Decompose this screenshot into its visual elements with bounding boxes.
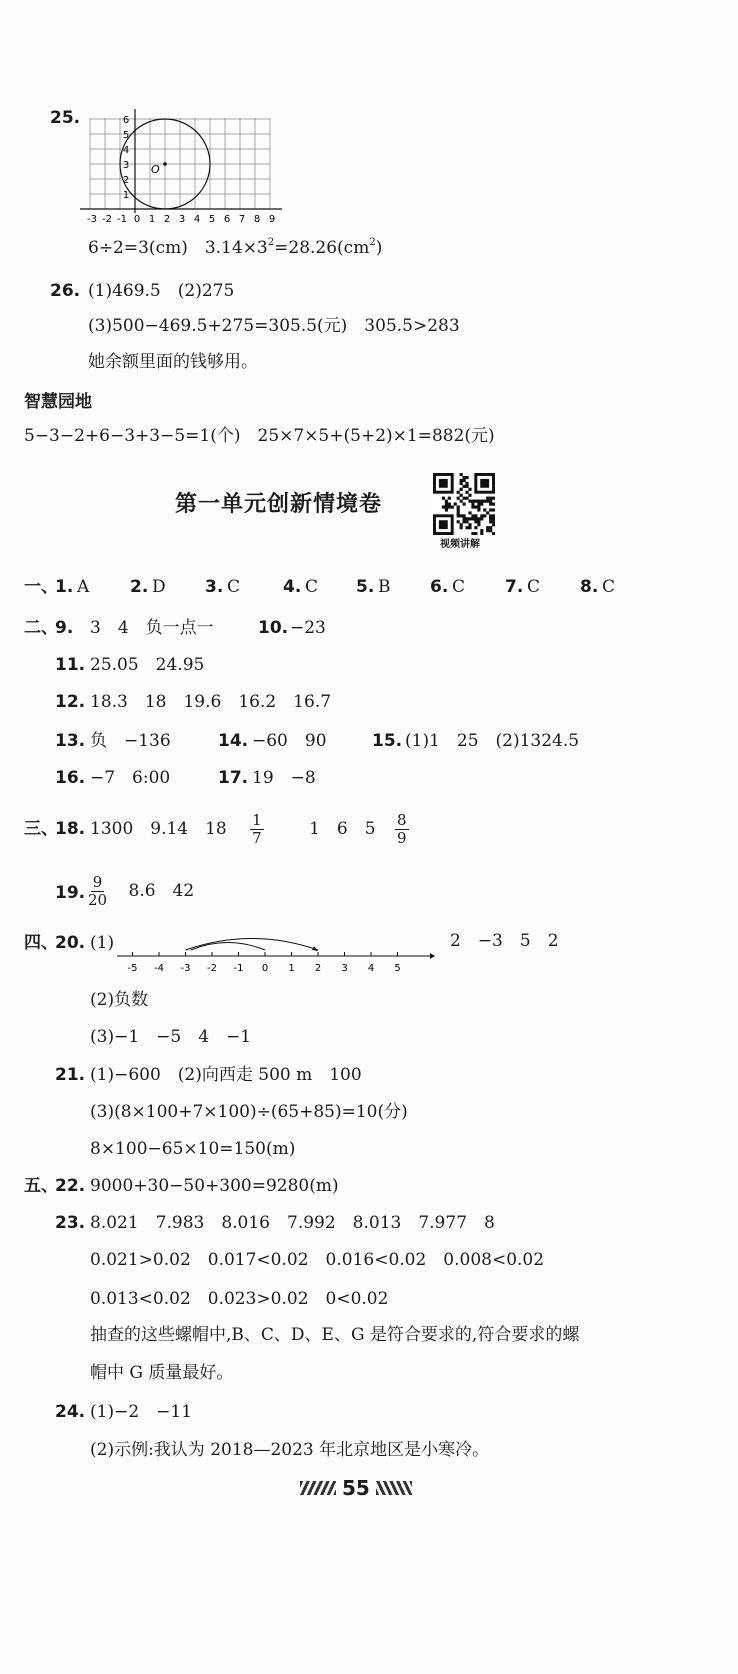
q26-line-3: 她余额里面的钱够用。 (88, 352, 258, 372)
q1-answer: A (77, 577, 90, 597)
q21-line-1: (1)−600 (2)向西走 500 m 100 (90, 1065, 362, 1085)
q19-number: 19. (55, 883, 86, 903)
q13-number: 13. (55, 731, 86, 751)
q25-line: 6÷2=3(cm) $3.14\times 3^2=28.26(cm^2)$ (88, 237, 383, 258)
q24-line-2: (2)示例:我认为 2018—2023 年北京地区是小寒冷。 (90, 1440, 490, 1460)
q22-answer: 9000+30−50+300=9280(m) (90, 1176, 339, 1196)
y-tick-label: 6 (122, 115, 130, 126)
x-tick-label: -3 (87, 214, 97, 225)
x-tick-label: 8 (253, 214, 261, 225)
q4-number: 4. (283, 577, 302, 597)
x-tick-label: 1 (148, 214, 156, 225)
q7-answer: C (527, 577, 541, 597)
q11-answer: 25.05 24.95 (90, 655, 205, 675)
q23-line-4: 抽查的这些螺帽中,B、C、D、E、G 是符合要求的,符合要求的螺 (90, 1325, 580, 1345)
section-yi-label: 一、 (24, 577, 58, 597)
x-tick-label: 0 (133, 214, 141, 225)
y-tick-label: 5 (122, 130, 130, 141)
zhihui-title: 智慧园地 (24, 392, 92, 412)
q22-number: 22. (55, 1176, 86, 1196)
q16-answer: −7 6:00 (90, 768, 171, 788)
q1-number: 1. (55, 577, 74, 597)
x-tick-label: 3 (178, 214, 186, 225)
section-si-label: 四、 (24, 933, 58, 953)
y-tick-label: 4 (122, 145, 130, 156)
footer-right-stripes-icon (376, 1481, 412, 1495)
x-tick-label: 6 (223, 214, 231, 225)
q14-answer: −60 90 (252, 731, 327, 751)
q13-answer: 负 −136 (90, 731, 171, 751)
qr-caption: 视频讲解 (440, 539, 480, 550)
section-title: 第一单元创新情境卷 (175, 492, 383, 517)
q12-number: 12. (55, 692, 86, 712)
q25-number: 25. (50, 108, 81, 128)
number-line (115, 925, 435, 977)
page-number: 55 (342, 1476, 370, 1500)
q2-answer: D (152, 577, 166, 597)
q23-line-2: 0.021>0.02 0.017<0.02 0.016<0.02 0.008<0.02 (90, 1250, 545, 1270)
x-tick-label: 5 (208, 214, 216, 225)
footer-left-stripes-icon (300, 1481, 336, 1495)
section-san-label: 三、 (24, 819, 58, 839)
y-tick-label: 2 (122, 175, 130, 186)
q23-line-3: 0.013<0.02 0.023>0.02 0<0.02 (90, 1289, 389, 1309)
number-line-tick: -1 (233, 963, 244, 974)
q8-number: 8. (580, 577, 599, 597)
number-line-tick: 1 (288, 963, 295, 974)
q20-part3: (3)−1 −5 4 −1 (90, 1027, 252, 1047)
q19-answer: $\frac{9}{20}$ 8.6 42 (88, 872, 195, 909)
q21-number: 21. (55, 1065, 86, 1085)
q6-number: 6. (430, 577, 449, 597)
q23-number: 23. (55, 1213, 86, 1233)
number-line-tick: 4 (367, 963, 375, 974)
q12-answer: 18.3 18 19.6 16.2 16.7 (90, 692, 332, 712)
q16-number: 16. (55, 768, 86, 788)
qr-code-icon[interactable] (433, 473, 495, 535)
x-tick-label: 7 (238, 214, 246, 225)
q26-line-2: (3)500−469.5+275=305.5(元) 305.5>283 (88, 316, 460, 336)
q21-line-3: 8×100−65×10=150(m) (90, 1139, 296, 1159)
coordinate-grid (80, 105, 290, 230)
center-point (163, 162, 167, 166)
q17-number: 17. (218, 768, 249, 788)
x-tick-label: 9 (268, 214, 276, 225)
q6-answer: C (452, 577, 466, 597)
q15-answer: (1)1 25 (2)1324.5 (405, 731, 580, 751)
q5-answer: B (378, 577, 391, 597)
q24-number: 24. (55, 1402, 86, 1422)
q23-line-5: 帽中 G 质量最好。 (90, 1363, 234, 1383)
q9-number: 9. (55, 618, 74, 638)
number-line-tick: -4 (154, 963, 164, 974)
q26-number: 26. (50, 281, 81, 301)
number-line-tick: 5 (394, 963, 401, 974)
q23-line-1: 8.021 7.983 8.016 7.992 8.013 7.977 8 (90, 1213, 495, 1233)
number-line-tick: 0 (261, 963, 269, 974)
q15-number: 15. (372, 731, 403, 751)
q24-line-1: (1)−2 −11 (90, 1402, 193, 1422)
q17-answer: 19 −8 (252, 768, 316, 788)
q20-part1-label: (1) (90, 933, 115, 953)
q3-number: 3. (205, 577, 224, 597)
q18-answer: 1300 9.14 18 $\frac{1}{7}$ 1 6 5 $\frac{8}{9}$ (90, 810, 407, 847)
number-line-tick: -3 (180, 963, 191, 974)
q20-part1-answer: 2 −3 5 2 (450, 931, 559, 951)
x-tick-label: 2 (163, 214, 171, 225)
page-footer (300, 1476, 412, 1500)
x-tick-label: 4 (193, 214, 201, 225)
number-line-tick: 2 (314, 963, 322, 974)
axis-arrow (430, 953, 435, 959)
q10-answer: −23 (290, 618, 326, 638)
section-er-label: 二、 (24, 618, 58, 638)
x-tick-label: -1 (117, 214, 127, 225)
q2-number: 2. (130, 577, 149, 597)
q20-part2: (2)负数 (90, 990, 149, 1010)
q11-number: 11. (55, 655, 86, 675)
number-line-tick: -5 (127, 963, 138, 974)
q10-number: 10. (258, 618, 289, 638)
q8-answer: C (602, 577, 616, 597)
q20-number: 20. (55, 933, 86, 953)
q14-number: 14. (218, 731, 249, 751)
q7-number: 7. (505, 577, 524, 597)
y-tick-label: 1 (122, 190, 130, 201)
q26-line-1: (1)469.5 (2)275 (88, 281, 235, 301)
section-wu-label: 五、 (24, 1176, 58, 1196)
q5-number: 5. (356, 577, 375, 597)
q18-number: 18. (55, 819, 86, 839)
arc-arrowhead (312, 946, 318, 951)
x-tick-label: -2 (102, 214, 112, 225)
number-line-tick: -2 (207, 963, 217, 974)
number-line-tick: 3 (341, 963, 348, 974)
q21-line-2: (3)(8×100+7×100)÷(65+85)=10(分) (90, 1102, 408, 1122)
q9-answer: 3 4 负一点一 (90, 618, 214, 638)
q3-answer: C (227, 577, 241, 597)
zhihui-line: 5−3−2+6−3+3−5=1(个) 25×7×5+(5+2)×1=882(元) (24, 426, 495, 446)
y-tick-label: 3 (122, 160, 130, 171)
jump-arc-2 (191, 943, 265, 951)
jump-arc-1 (186, 939, 319, 951)
center-label: O (151, 163, 160, 176)
q4-answer: C (305, 577, 319, 597)
